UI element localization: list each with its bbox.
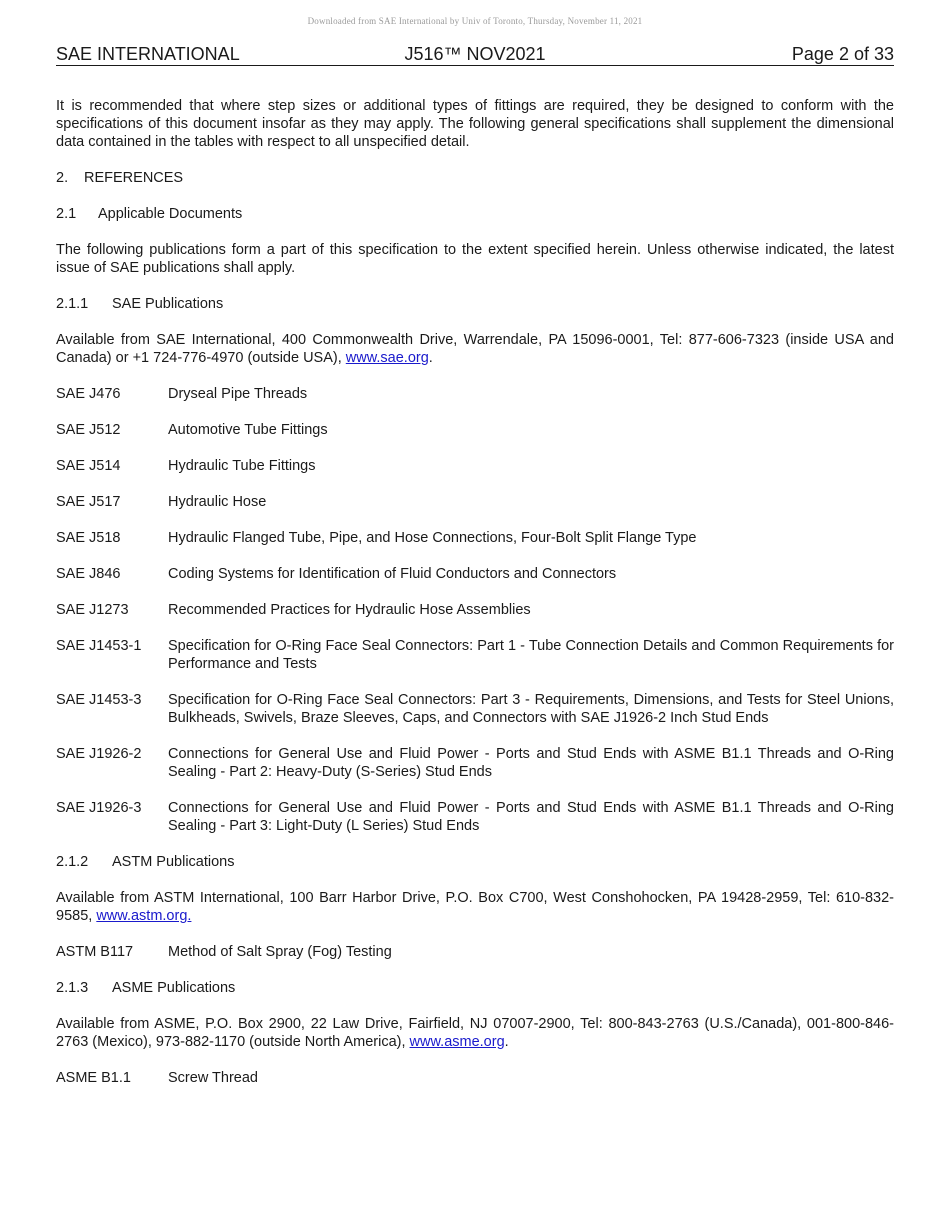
applicable-documents-paragraph: The following publications form a part of this specification to the extent specified herein. Unless otherwise indicated, the latest issue of SAE publications shall apply.: [56, 242, 894, 276]
reference-item: [56, 799, 894, 835]
reference-code: SAE J1453-3: [56, 692, 142, 708]
reference-code: SAE J514: [56, 458, 121, 474]
reference-code: SAE J476: [56, 386, 121, 402]
header-doc-id: J516™ NOV2021: [404, 44, 546, 64]
availability-text: Available from SAE International, 400 Commonwealth Drive, Warrendale, PA 15096-0001, Tel: 877-606-7323 (inside USA and Canada) or +1 724-776-4970 (outside USA),: [56, 332, 894, 366]
asme-website-link[interactable]: www.asme.org: [409, 1034, 505, 1050]
section-title: ASME Publications: [112, 980, 236, 996]
reference-title: Automotive Tube Fittings: [168, 422, 328, 438]
reference-title: Specification for O-Ring Face Seal Connectors: Part 3 - Requirements, Dimensions, and Tests for Steel Unions, Bulkheads, Swivels, Braze Sleeves, Caps, and Connectors with SAE J1926-2 Inch Stud Ends: [168, 692, 894, 726]
reference-code: ASTM B117: [56, 944, 134, 960]
section-number: 2.1.1: [56, 296, 89, 312]
reference-item: [56, 493, 894, 511]
reference-title: Connections for General Use and Fluid Power - Ports and Stud Ends with ASME B1.1 Threads and O-Ring Sealing - Part 2: Heavy-Duty (S-Series) Stud Ends: [168, 746, 894, 780]
header-page-number: Page 2 of 33: [791, 44, 894, 64]
intro-paragraph: It is recommended that where step sizes or additional types of fittings are required, they be designed to conform with the specifications of this document insofar as they may apply. The following general specifications shall supplement the dimensional data contained in the tables with respect to all unspecified detail.: [56, 98, 894, 150]
reference-code: SAE J517: [56, 494, 121, 510]
reference-code: SAE J512: [56, 422, 121, 438]
section-title: ASTM Publications: [112, 854, 235, 870]
reference-title: Connections for General Use and Fluid Power - Ports and Stud Ends with ASME B1.1 Threads and O-Ring Sealing - Part 3: Light-Duty (L Series) Stud Ends: [168, 800, 894, 834]
reference-code: SAE J1453-1: [56, 638, 142, 654]
section-number: 2.1.2: [56, 854, 89, 870]
reference-item: [56, 691, 894, 727]
header-org: SAE INTERNATIONAL: [56, 44, 240, 64]
astm-availability-paragraph: [56, 889, 894, 925]
download-watermark: Downloaded from SAE International by Univ of Toronto, Thursday, November 11, 2021: [307, 16, 643, 26]
section-2-1-2-heading: [56, 853, 894, 871]
section-number: 2.: [56, 170, 69, 186]
reference-title: Dryseal Pipe Threads: [168, 386, 308, 402]
reference-title: Screw Thread: [168, 1070, 258, 1086]
reference-item: [56, 421, 894, 439]
reference-item: [56, 385, 894, 403]
reference-item: [56, 457, 894, 475]
section-2-1-3-heading: [56, 979, 894, 997]
astm-reference-list: [56, 943, 894, 961]
section-title: Applicable Documents: [98, 206, 243, 222]
asme-availability-paragraph: [56, 1015, 894, 1051]
reference-title: Hydraulic Tube Fittings: [168, 458, 316, 474]
reference-item: [56, 1069, 894, 1087]
reference-code: ASME B1.1: [56, 1070, 131, 1086]
reference-item: [56, 601, 894, 619]
sentence-end: .: [428, 350, 433, 366]
section-2-heading: [56, 169, 894, 187]
astm-website-link[interactable]: www.astm.org.: [96, 908, 192, 924]
section-2-1-1-heading: [56, 295, 894, 313]
page-body: [56, 97, 894, 1105]
sae-availability-paragraph: [56, 331, 894, 367]
sae-reference-list: [56, 385, 894, 835]
section-title: REFERENCES: [84, 170, 184, 186]
reference-code: SAE J1926-2: [56, 746, 142, 762]
page-header: [56, 43, 894, 66]
reference-title: Specification for O-Ring Face Seal Connectors: Part 1 - Tube Connection Details and Common Requirements for Performance and Tests: [168, 638, 894, 672]
reference-title: Coding Systems for Identification of Fluid Conductors and Connectors: [168, 566, 617, 582]
section-number: 2.1: [56, 206, 77, 222]
section-title: SAE Publications: [112, 296, 224, 312]
reference-item: [56, 565, 894, 583]
availability-text: Available from ASME, P.O. Box 2900, 22 Law Drive, Fairfield, NJ 07007-2900, Tel: 800-843-2763 (U.S./Canada), 001-800-846-2763 (Mexico), 973-882-1170 (outside North America),: [56, 1016, 894, 1050]
sae-website-link[interactable]: www.sae.org: [345, 350, 429, 366]
reference-code: SAE J1926-3: [56, 800, 142, 816]
reference-code: SAE J1273: [56, 602, 129, 618]
reference-code: SAE J846: [56, 566, 121, 582]
availability-text: Available from ASTM International, 100 Barr Harbor Drive, P.O. Box C700, West Conshohocken, PA 19428-2959, Tel: 610-832-9585,: [56, 890, 894, 924]
reference-item: [56, 943, 894, 961]
reference-item: [56, 745, 894, 781]
sentence-end: .: [504, 1034, 509, 1050]
reference-title: Recommended Practices for Hydraulic Hose Assemblies: [168, 602, 531, 618]
reference-item: [56, 529, 894, 547]
asme-reference-list: [56, 1069, 894, 1087]
section-2-1-heading: [56, 205, 894, 223]
reference-title: Hydraulic Flanged Tube, Pipe, and Hose Connections, Four-Bolt Split Flange Type: [168, 530, 697, 546]
reference-title: Hydraulic Hose: [168, 494, 267, 510]
section-number: 2.1.3: [56, 980, 89, 996]
reference-item: [56, 637, 894, 673]
reference-title: Method of Salt Spray (Fog) Testing: [168, 944, 392, 960]
reference-code: SAE J518: [56, 530, 121, 546]
